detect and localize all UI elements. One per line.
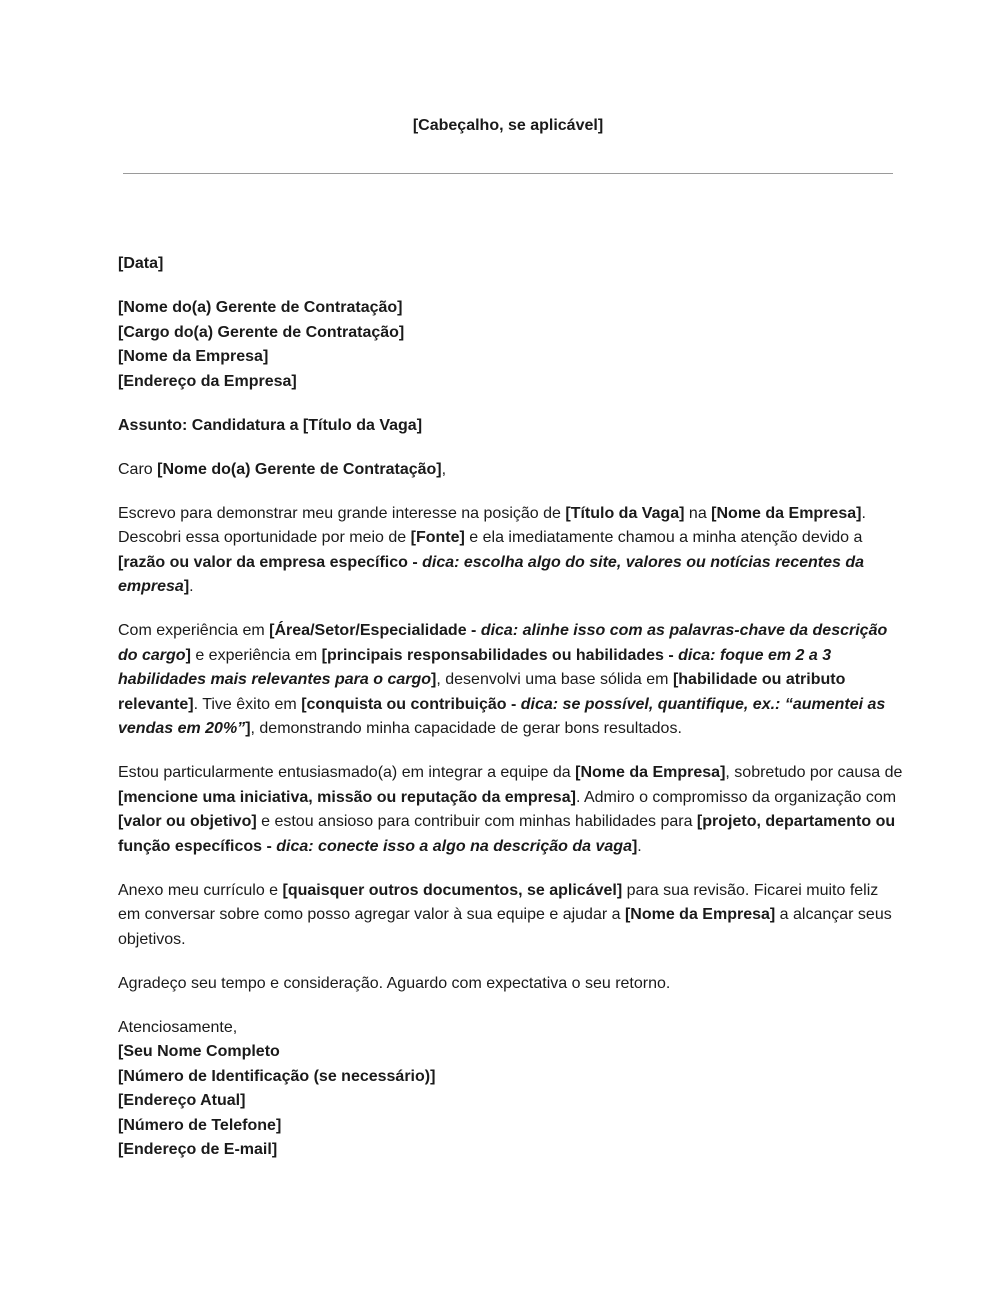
closing-text: Atenciosamente, xyxy=(118,1018,238,1036)
paragraph-interest xyxy=(118,502,903,600)
p4-company-name: [Nome da Empresa] xyxy=(624,906,776,923)
p1-text-4: e ela imediatamente chamou a minha atenção devido a xyxy=(464,529,863,546)
p5-text: Agradeço seu tempo e consideração. Aguardo com expectativa o seu retorno. xyxy=(118,974,671,992)
document-header: [Cabeçalho, se aplicável] xyxy=(412,117,604,134)
date-line xyxy=(118,252,903,277)
signature-block xyxy=(118,1016,903,1163)
p1-job-title: [Título da Vaga] xyxy=(565,504,685,522)
p2-text-4: . Tive êxito em xyxy=(193,695,302,713)
p4-text-2: para sua revisão. Ficarei muito feliz em conversar sobre como posso agregar valor à sua equipe e ajudar a xyxy=(118,881,879,923)
paragraph-enthusiasm xyxy=(118,761,903,859)
p3-project-close: ] xyxy=(631,837,638,855)
salutation-suffix: , xyxy=(441,460,447,478)
salutation-prefix: Caro xyxy=(118,460,158,478)
p1-text-5: . xyxy=(189,578,194,595)
salutation-name: [Nome do(a) Gerente de Contratação] xyxy=(157,460,442,478)
recipient-manager-title: [Cargo do(a) Gerente de Contratação] xyxy=(118,323,405,341)
p2-skills-tip: dica: foque em 2 a 3 habilidades mais relevantes para o cargo xyxy=(118,646,832,688)
p4-text-3: a alcançar seus objetivos. xyxy=(118,906,892,948)
p1-source: [Fonte] xyxy=(410,529,465,546)
recipient-manager-name: [Nome do(a) Gerente de Contratação] xyxy=(118,299,403,316)
p3-value: [valor ou objetivo] xyxy=(118,813,257,830)
p3-text-2: , sobretudo por causa de xyxy=(725,764,903,781)
paragraph-attachments xyxy=(118,879,903,953)
subject-text: Assunto: Candidatura a [Título da Vaga] xyxy=(118,416,423,434)
recipient-company-address: [Endereço da Empresa] xyxy=(118,372,297,390)
p3-text-5: . xyxy=(637,837,642,855)
p2-area-tip: dica: alinhe isso com as palavras-chave da descrição do cargo xyxy=(118,622,888,664)
p2-text-3: , desenvolvi uma base sólida em xyxy=(436,671,673,688)
signature-full-name: [Seu Nome Completo xyxy=(118,1043,280,1060)
signature-id-number: [Número de Identificação (se necessário)] xyxy=(118,1067,436,1085)
p3-project-open: [projeto, departamento ou função específicos - xyxy=(118,813,896,855)
salutation-line xyxy=(118,458,903,483)
p3-text-1: Estou particularmente entusiasmado(a) em integrar a equipe da xyxy=(118,764,576,781)
p3-initiative: [mencione uma iniciativa, missão ou reputação da empresa] xyxy=(118,788,576,806)
p2-skills-open: [principais responsabilidades ou habilidades - xyxy=(321,646,679,664)
paragraph-experience xyxy=(118,619,903,742)
p1-text-3: . Descobri essa oportunidade por meio de xyxy=(118,504,866,546)
p2-area-close: ] xyxy=(185,646,191,664)
p2-achievement-open: [conquista ou contribuição - xyxy=(301,695,521,713)
p1-text-1: Escrevo para demonstrar meu grande interesse na posição de xyxy=(118,504,566,522)
p1-text-2: na xyxy=(684,504,712,522)
p4-text-1: Anexo meu currículo e xyxy=(118,881,283,899)
p2-text-2: e experiência em xyxy=(190,646,322,664)
paragraph-thanks xyxy=(118,972,903,997)
header-divider xyxy=(123,173,893,174)
p2-attribute: [habilidade ou atributo relevante] xyxy=(118,671,846,713)
date-placeholder: [Data] xyxy=(118,255,164,272)
signature-address: [Endereço Atual] xyxy=(118,1092,246,1109)
p4-documents: [quaisquer outros documentos, se aplicável] xyxy=(282,881,623,899)
p1-reason-close: ] xyxy=(183,578,190,595)
p2-skills-close: ] xyxy=(431,671,437,688)
recipient-block xyxy=(118,296,903,394)
p1-reason-open: [razão ou valor da empresa específico - xyxy=(118,553,423,571)
p2-text-5: , demonstrando minha capacidade de gerar bons resultados. xyxy=(250,720,682,737)
p2-text-1: Com experiência em xyxy=(118,622,270,639)
recipient-company-name: [Nome da Empresa] xyxy=(118,348,269,365)
p2-area-open: [Área/Setor/Especialidade - xyxy=(269,622,481,639)
p2-achievement-tip: dica: se possível, quantifique, ex.: “aumentei as vendas em 20%” xyxy=(118,695,886,737)
p3-company-name: [Nome da Empresa] xyxy=(575,764,726,781)
p3-project-tip: dica: conecte isso a algo na descrição da vaga xyxy=(276,837,632,855)
signature-email: [Endereço de E-mail] xyxy=(118,1141,278,1158)
p3-text-4: e estou ansioso para contribuir com minhas habilidades para xyxy=(256,813,697,830)
p3-text-3: . Admiro o compromisso da organização com xyxy=(575,788,897,806)
p1-reason-tip: dica: escolha algo do site, valores ou notícias recentes da empresa xyxy=(118,553,865,595)
subject-line xyxy=(118,414,903,439)
letter-body xyxy=(118,252,903,1182)
p1-company-name: [Nome da Empresa] xyxy=(711,504,862,522)
signature-phone: [Número de Telefone] xyxy=(118,1116,282,1134)
p2-achievement-close: ] xyxy=(245,720,251,737)
